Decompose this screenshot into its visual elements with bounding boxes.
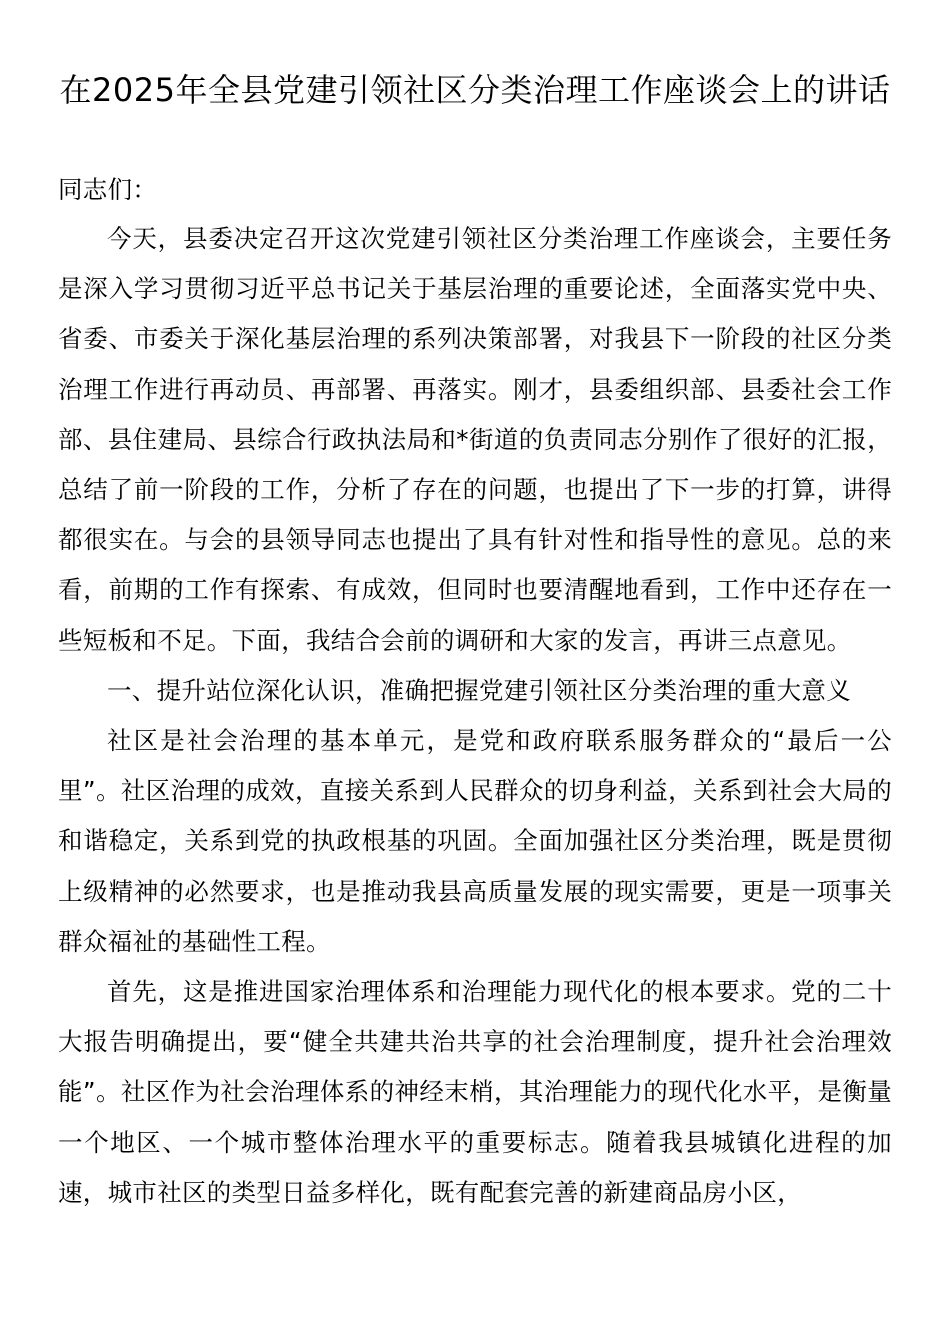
paragraph-first-point: 首先，这是推进国家治理体系和治理能力现代化的根本要求。党的二十大报告明确提出，要“健全共建共治共享的社会治理制度，提升社会治理效能”。社区作为社会治理体系的神经末梢，其治理能力的现代化水平，是衡量一个地区、一个城市整体治理水平的重要标志。随着我县城镇化进程的加速，城市社区的类型日益多样化，既有配套完善的新建商品房小区， <box>58 977 892 1207</box>
document-title: 在2025年全县党建引领社区分类治理工作座谈会上的讲话 <box>59 71 891 109</box>
document-body <box>58 171 892 1218</box>
section-heading-one: 一、提升站位深化认识，准确把握党建引领社区分类治理的重大意义 <box>107 675 851 705</box>
paragraph-significance: 社区是社会治理的基本单元，是党和政府联系服务群众的“最后一公里”。社区治理的成效，直接关系到人民群众的切身利益，关系到社会大局的和谐稳定，关系到党的执政根基的巩固。全面加强社区分类治理，既是贯彻上级精神的必然要求，也是推动我县高质量发展的现实需要，更是一项事关群众福祉的基础性工程。 <box>58 726 892 956</box>
paragraph-opening: 今天，县委决定召开这次党建引领社区分类治理工作座谈会，主要任务是深入学习贯彻习近平总书记关于基层治理的重要论述，全面落实党中央、省委、市委关于深化基层治理的系列决策部署，对我县下一阶段的社区分类治理工作进行再动员、再部署、再落实。刚才，县委组织部、县委社会工作部、县住建局、县综合行政执法局和*街道的负责同志分别作了很好的汇报，总结了前一阶段的工作，分析了存在的问题，也提出了下一步的打算，讲得都很实在。与会的县领导同志也提出了具有针对性和指导性的意见。总的来看，前期的工作有探索、有成效，但同时也要清醒地看到，工作中还存在一些短板和不足。下面，我结合会前的调研和大家的发言，再讲三点意见。 <box>58 224 892 655</box>
greeting: 同志们： <box>58 175 158 204</box>
